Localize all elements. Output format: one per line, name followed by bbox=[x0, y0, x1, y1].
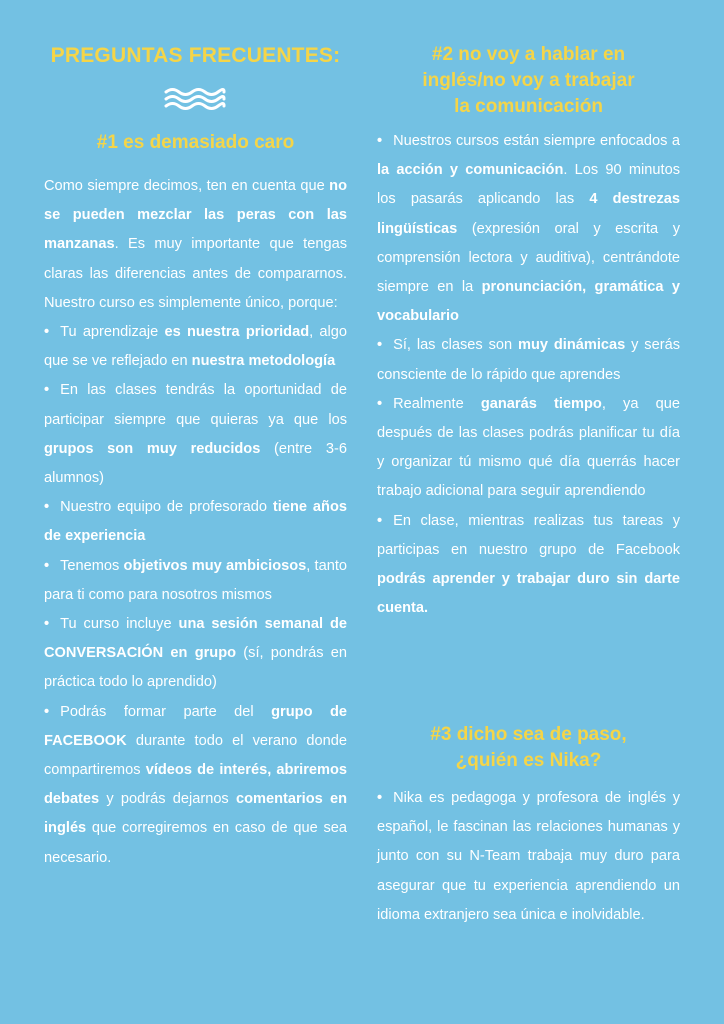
bullet-icon: • bbox=[377, 790, 383, 806]
emphasis-text: pronunciación, gramática y vocabulario bbox=[377, 279, 680, 325]
body-text: (sí, pondrás en práctica todo lo aprendido) bbox=[44, 645, 348, 691]
emphasis-text: comentarios en inglés bbox=[44, 791, 347, 837]
emphasis-text: una sesión semanal de CONVERSACIÓN en grupo bbox=[44, 616, 347, 662]
bullet-icon: • bbox=[377, 133, 383, 149]
body-text: Nuestros cursos están siempre enfocados a bbox=[393, 133, 680, 149]
body-text: y podrás dejarnos bbox=[99, 791, 236, 808]
body-text: En clase, mientras realizas tus tareas y participas en nuestro grupo de Facebook bbox=[377, 512, 680, 558]
body-text: Nuestro equipo de profesorado bbox=[60, 499, 273, 516]
emphasis-text: grupos son muy reducidos bbox=[44, 440, 261, 457]
body-text: y serás consciente de lo rápido que aprendes bbox=[377, 337, 680, 383]
bullet-item bbox=[377, 507, 680, 624]
emphasis-text: 4 destrezas lingüísticas bbox=[377, 191, 680, 237]
bullet-icon: • bbox=[377, 512, 383, 529]
bullet-item bbox=[44, 552, 347, 610]
emphasis-text: es nuestra prioridad bbox=[164, 324, 310, 341]
bullet-item bbox=[44, 610, 347, 698]
answer-2-text bbox=[377, 127, 680, 623]
emphasis-text: no se pueden mezclar las peras con las manzanas bbox=[44, 178, 347, 253]
bullet-item bbox=[377, 127, 680, 331]
answer-1-text bbox=[44, 172, 347, 873]
bullet-icon: • bbox=[377, 337, 383, 354]
bullet-icon: • bbox=[44, 382, 50, 399]
body-text: En las clases tendrás la oportunidad de participar siempre que quieras ya que los bbox=[44, 382, 347, 428]
emphasis-text: objetivos muy ambiciosos bbox=[123, 557, 307, 574]
emphasis-text: ganarás tiempo bbox=[480, 395, 602, 412]
title-line: la comunicación bbox=[454, 96, 603, 117]
emphasis-text: tiene años de experiencia bbox=[44, 499, 347, 545]
bullet-item bbox=[377, 784, 680, 930]
body-text: Como siempre decimos, ten en cuenta que bbox=[44, 178, 330, 194]
body-text: Tu aprendizaje bbox=[60, 324, 165, 341]
bullet-item bbox=[377, 331, 680, 389]
body-text: , algo que se ve reflejado en bbox=[44, 324, 348, 370]
bullet-icon: • bbox=[44, 499, 50, 516]
body-text: Tu curso incluye bbox=[60, 616, 179, 633]
body-text: . Es muy importante que tengas claras las diferencias antes de compararnos. Nuestro curso es simplemente único, porque: bbox=[44, 236, 347, 311]
body-text: , tanto para ti como para nosotros mismos bbox=[44, 557, 347, 603]
body-text: Realmente bbox=[393, 395, 481, 412]
body-text: Podrás formar parte del bbox=[60, 703, 272, 720]
question-1-title: #1 es demasiado caro bbox=[96, 132, 295, 153]
bullet-icon: • bbox=[44, 557, 50, 574]
bullet-item bbox=[44, 698, 347, 873]
bullet-item bbox=[44, 493, 347, 551]
title-line: ¿quién es Nika? bbox=[455, 750, 602, 771]
bullet-icon: • bbox=[44, 703, 50, 720]
body-text: (entre 3-6 alumnos) bbox=[44, 440, 347, 487]
emphasis-text: podrás aprender y trabajar duro sin darte cuenta. bbox=[377, 571, 680, 617]
emphasis-text: vídeos de interés, abriremos debates bbox=[44, 762, 347, 808]
bullet-item bbox=[44, 318, 347, 376]
waves-icon bbox=[163, 86, 227, 112]
title-line: #3 dicho sea de paso, bbox=[430, 724, 627, 745]
bullet-icon: • bbox=[44, 324, 50, 341]
bullet-item bbox=[377, 390, 680, 507]
body-text: . Los 90 minutos los pasarás aplicando las bbox=[377, 162, 680, 208]
emphasis-text: grupo de FACEBOOK bbox=[44, 703, 347, 749]
body-text: (expresión oral y escrita y comprensión lectora y auditiva), centrándote siempre en la bbox=[377, 220, 680, 296]
page-title: PREGUNTAS FRECUENTES: bbox=[50, 44, 341, 67]
intro-paragraph bbox=[44, 172, 347, 318]
body-text: Tenemos bbox=[60, 557, 124, 574]
emphasis-text: muy dinámicas bbox=[518, 337, 626, 354]
body-text: Nika es pedagoga y profesora de inglés y español, le fascinan las relaciones humanas y junto con su N-Team trabaja muy duro para asegurar que tu experiencia aprendiendo un idioma extranjero sea única e inolvidable. bbox=[377, 790, 680, 923]
bullet-item bbox=[44, 376, 347, 493]
emphasis-text: la acción y comunicación bbox=[377, 162, 564, 179]
title-line: #2 no voy a hablar en bbox=[431, 44, 626, 65]
answer-3-text bbox=[377, 784, 680, 930]
title-line: inglés/no voy a trabajar bbox=[422, 70, 635, 91]
question-3-title bbox=[377, 722, 680, 774]
emphasis-text: nuestra metodología bbox=[191, 353, 336, 370]
question-2-title bbox=[377, 42, 680, 120]
body-text: , ya que después de las clases podrás planificar tu día y organizar tú mismo qué día querrás hacer trabajo adicional para seguir aprendiendo bbox=[377, 395, 680, 500]
bullet-icon: • bbox=[44, 616, 50, 633]
body-text: Sí, las clases son bbox=[393, 337, 518, 354]
bullet-icon: • bbox=[377, 395, 383, 412]
body-text: que corregiremos en caso de que sea necesario. bbox=[44, 820, 347, 866]
body-text: durante todo el verano donde compartiremos bbox=[44, 732, 347, 779]
